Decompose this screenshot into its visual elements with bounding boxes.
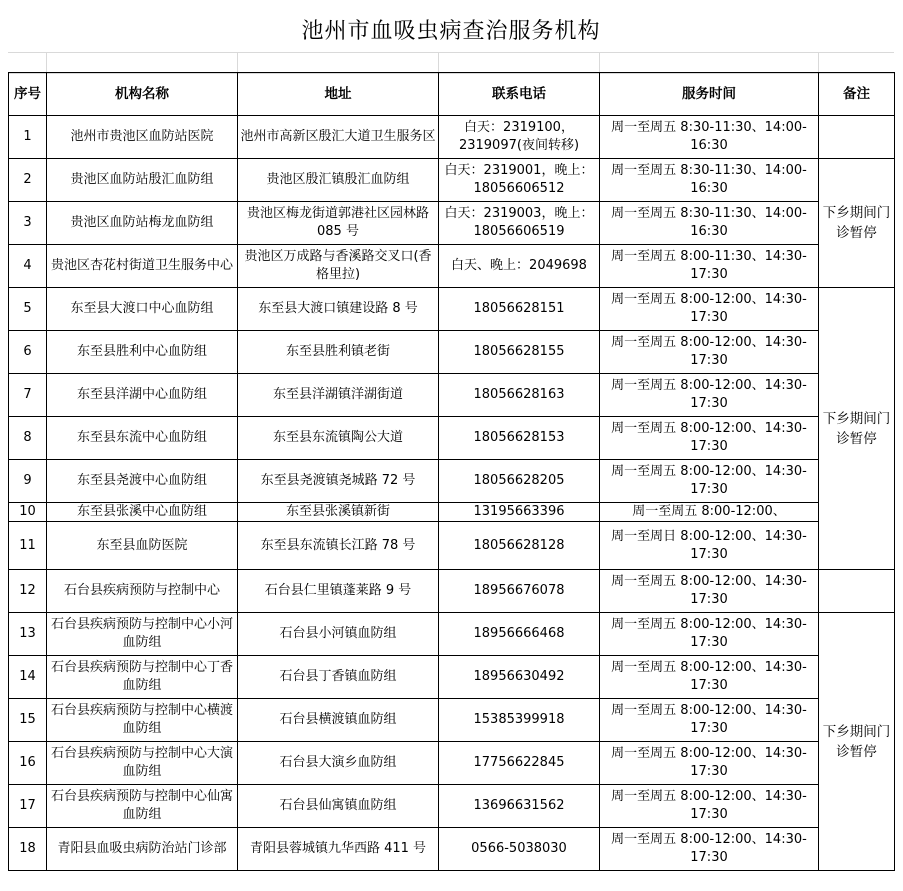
table-row [9, 331, 895, 374]
cell-name: 东至县尧渡中心血防组 [47, 460, 238, 503]
table-row [9, 202, 895, 245]
cell-phone: 白天：2319100，2319097(夜间转移) [439, 116, 600, 159]
cell-phone: 白天：2319003，晚上：18056606519 [439, 202, 600, 245]
table-row [9, 699, 895, 742]
cell-address: 石台县小河镇血防组 [238, 613, 439, 656]
cell-seq: 6 [9, 331, 47, 374]
cell-address: 池州市高新区殷汇大道卫生服务区 [238, 116, 439, 159]
table-row [9, 785, 895, 828]
cell-hours: 周一至周五 8:00-12:00、14:30-17:30 [600, 331, 819, 374]
header-phone: 联系电话 [439, 73, 600, 116]
cell-hours: 周一至周五 8:00-12:00、14:30-17:30 [600, 417, 819, 460]
page-title: 池州市血吸虫病查治服务机构 [301, 18, 601, 44]
cell-address: 石台县仁里镇蓬莱路 9 号 [238, 570, 439, 613]
cell-seq: 7 [9, 374, 47, 417]
cell-seq: 5 [9, 288, 47, 331]
cell-hours: 周一至周日 8:00-12:00、14:30-17:30 [600, 522, 819, 570]
cell-seq: 12 [9, 570, 47, 613]
cell-phone: 18956666468 [439, 613, 600, 656]
cell-name: 池州市贵池区血防站医院 [47, 116, 238, 159]
header-address: 地址 [238, 73, 439, 116]
cell-hours: 周一至周五 8:00-12:00、14:30-17:30 [600, 460, 819, 503]
cell-seq: 14 [9, 656, 47, 699]
cell-name: 青阳县血吸虫病防治站门诊部 [47, 828, 238, 871]
cell-hours: 周一至周五 8:00-12:00、14:30-17:30 [600, 374, 819, 417]
table-row [9, 522, 895, 570]
header-remark: 备注 [819, 73, 895, 116]
cell-address: 贵池区万成路与香溪路交叉口(香格里拉) [238, 245, 439, 288]
cell-address: 石台县仙寓镇血防组 [238, 785, 439, 828]
cell-address: 东至县东流镇陶公大道 [238, 417, 439, 460]
table-row [9, 374, 895, 417]
cell-hours: 周一至周五 8:00-11:30、14:30-17:30 [600, 245, 819, 288]
cell-seq: 17 [9, 785, 47, 828]
cell-hours: 周一至周五 8:00-12:00、14:30-17:30 [600, 288, 819, 331]
cell-address: 东至县东流镇长江路 78 号 [238, 522, 439, 570]
cell-phone: 18956676078 [439, 570, 600, 613]
cell-hours: 周一至周五 8:30-11:30、14:00-16:30 [600, 202, 819, 245]
cell-hours: 周一至周五 8:30-11:30、14:00-16:30 [600, 159, 819, 202]
cell-seq: 18 [9, 828, 47, 871]
table-row [9, 828, 895, 871]
cell-name: 东至县东流中心血防组 [47, 417, 238, 460]
cell-address: 贵池区梅龙街道郭港社区园林路 085 号 [238, 202, 439, 245]
cell-address: 东至县胜利镇老街 [238, 331, 439, 374]
cell-name: 东至县血防医院 [47, 522, 238, 570]
cell-name: 贵池区血防站殷汇血防组 [47, 159, 238, 202]
cell-remark-empty [819, 570, 895, 613]
cell-name: 石台县疾病预防与控制中心小河血防组 [47, 613, 238, 656]
table-row [9, 613, 895, 656]
cell-name: 石台县疾病预防与控制中心横渡血防组 [47, 699, 238, 742]
cell-address: 东至县大渡口镇建设路 8 号 [238, 288, 439, 331]
cell-phone: 18056628151 [439, 288, 600, 331]
table-row [9, 245, 895, 288]
cell-hours: 周一至周五 8:00-12:00、 [600, 503, 819, 522]
table-row [9, 503, 895, 522]
cell-hours: 周一至周五 8:00-12:00、14:30-17:30 [600, 699, 819, 742]
cell-seq: 4 [9, 245, 47, 288]
cell-hours: 周一至周五 8:30-11:30、14:00-16:30 [600, 116, 819, 159]
table-row [9, 116, 895, 159]
cell-seq: 10 [9, 503, 47, 522]
cell-name: 东至县洋湖中心血防组 [47, 374, 238, 417]
table-row [9, 570, 895, 613]
cell-hours: 周一至周五 8:00-12:00、14:30-17:30 [600, 656, 819, 699]
table-header-row [9, 73, 895, 116]
cell-seq: 9 [9, 460, 47, 503]
cell-hours: 周一至周五 8:00-12:00、14:30-17:30 [600, 742, 819, 785]
cell-address: 石台县大演乡血防组 [238, 742, 439, 785]
cell-hours: 周一至周五 8:00-12:00、14:30-17:30 [600, 785, 819, 828]
cell-seq: 2 [9, 159, 47, 202]
cell-hours: 周一至周五 8:00-12:00、14:30-17:30 [600, 570, 819, 613]
cell-name: 东至县张溪中心血防组 [47, 503, 238, 522]
cell-phone: 白天：2319001，晚上：18056606512 [439, 159, 600, 202]
table-row [9, 742, 895, 785]
cell-address: 东至县尧渡镇尧城路 72 号 [238, 460, 439, 503]
cell-address: 东至县洋湖镇洋湖街道 [238, 374, 439, 417]
cell-phone: 17756622845 [439, 742, 600, 785]
cell-phone: 18056628128 [439, 522, 600, 570]
cell-address: 石台县横渡镇血防组 [238, 699, 439, 742]
cell-phone: 白天、晚上：2049698 [439, 245, 600, 288]
table-row [9, 417, 895, 460]
table-row [9, 288, 895, 331]
cell-seq: 1 [9, 116, 47, 159]
cell-hours: 周一至周五 8:00-12:00、14:30-17:30 [600, 613, 819, 656]
header-hours: 服务时间 [600, 73, 819, 116]
table-body [9, 116, 895, 871]
cell-name: 贵池区血防站梅龙血防组 [47, 202, 238, 245]
cell-address: 青阳县蓉城镇九华西路 411 号 [238, 828, 439, 871]
table-row [9, 159, 895, 202]
cell-name: 石台县疾病预防与控制中心仙寓血防组 [47, 785, 238, 828]
cell-name: 贵池区杏花村街道卫生服务中心 [47, 245, 238, 288]
cell-hours: 周一至周五 8:00-12:00、14:30-17:30 [600, 828, 819, 871]
cell-name: 石台县疾病预防与控制中心大演血防组 [47, 742, 238, 785]
cell-address: 石台县丁香镇血防组 [238, 656, 439, 699]
table-row [9, 656, 895, 699]
cell-name: 东至县胜利中心血防组 [47, 331, 238, 374]
cell-phone: 18956630492 [439, 656, 600, 699]
cell-phone: 15385399918 [439, 699, 600, 742]
cell-seq: 8 [9, 417, 47, 460]
cell-remark: 下乡期间门诊暂停 [819, 613, 895, 871]
cell-phone: 18056628205 [439, 460, 600, 503]
cell-name: 石台县疾病预防与控制中心丁香血防组 [47, 656, 238, 699]
cell-remark-empty [819, 116, 895, 159]
cell-seq: 11 [9, 522, 47, 570]
cell-remark: 下乡期间门诊暂停 [819, 288, 895, 570]
header-name: 机构名称 [47, 73, 238, 116]
cell-phone: 18056628155 [439, 331, 600, 374]
table-row [9, 460, 895, 503]
cell-phone: 0566-5038030 [439, 828, 600, 871]
cell-address: 贵池区殷汇镇殷汇血防组 [238, 159, 439, 202]
cell-name: 石台县疾病预防与控制中心 [47, 570, 238, 613]
cell-seq: 16 [9, 742, 47, 785]
cell-seq: 13 [9, 613, 47, 656]
cell-seq: 15 [9, 699, 47, 742]
cell-phone: 13195663396 [439, 503, 600, 522]
cell-name: 东至县大渡口中心血防组 [47, 288, 238, 331]
cell-remark: 下乡期间门诊暂停 [819, 159, 895, 288]
cell-seq: 3 [9, 202, 47, 245]
cell-phone: 18056628153 [439, 417, 600, 460]
header-seq: 序号 [9, 73, 47, 116]
cell-phone: 18056628163 [439, 374, 600, 417]
institution-table [8, 72, 895, 871]
cell-address: 东至县张溪镇新街 [238, 503, 439, 522]
empty-grid-row [8, 52, 894, 74]
cell-phone: 13696631562 [439, 785, 600, 828]
